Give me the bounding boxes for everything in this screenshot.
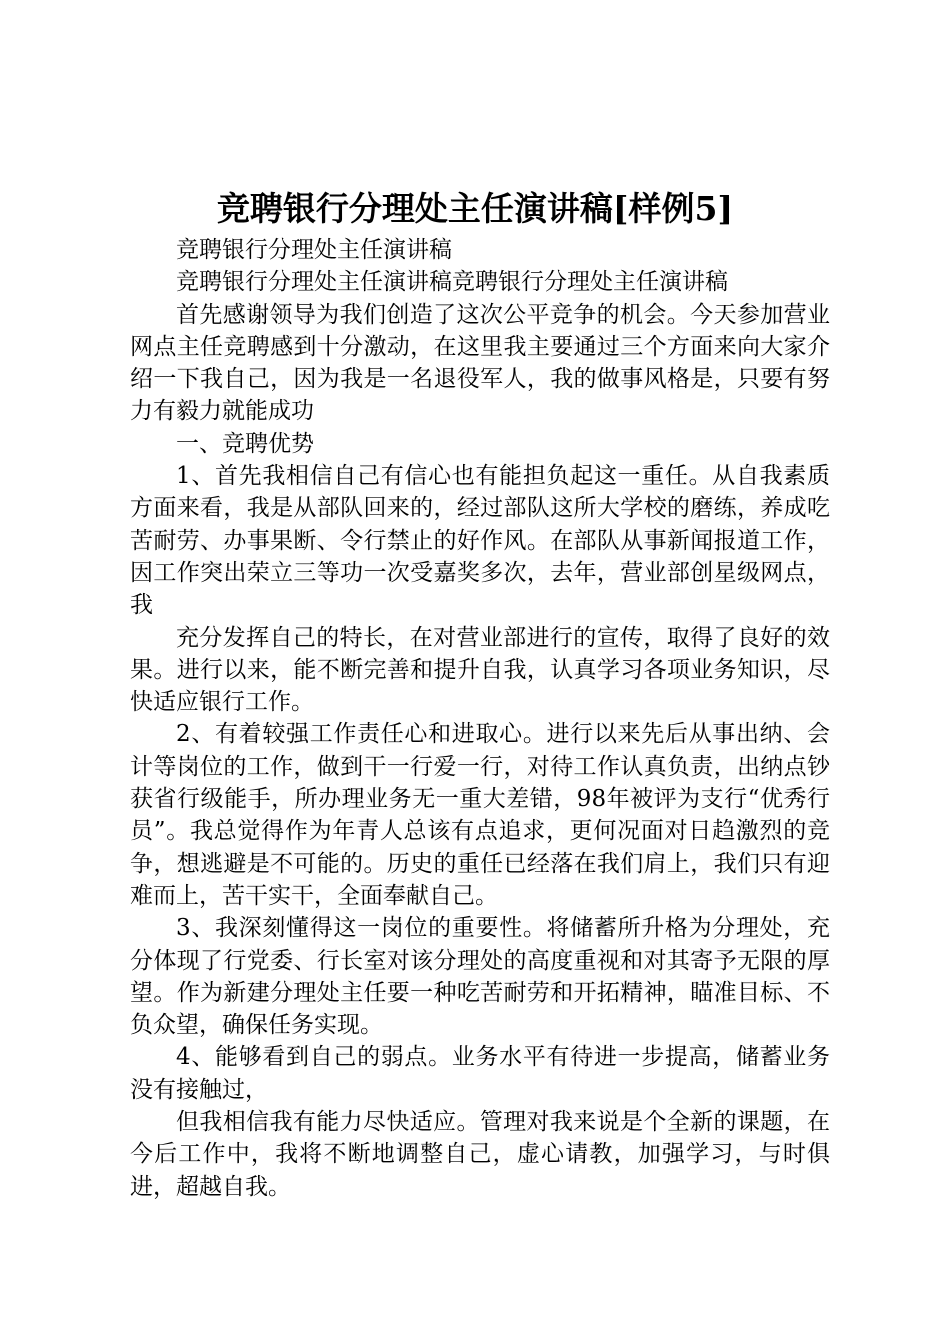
document-title: 竞聘银行分理处主任演讲稿[样例5] [216,189,734,228]
paragraph-intro: 首先感谢领导为我们创造了这次公平竞争的机会。今天参加营业网点主任竞聘感到十分激动，在这里我主要通过三个方面来向大家介绍一下我自己，因为我是一名退役军人，我的做事风格是，只要有努力有毅力就能成功 [130,301,830,425]
paragraph-point-1: 1、首先我相信自己有信心也有能担负起这一重任。从自我素质方面来看，我是从部队回来的，经过部队这所大学校的磨练，养成吃苦耐劳、办事果断、令行禁止的好作风。在部队从事新闻报道工作，因工作突出荣立三等功一次受嘉奖多次，去年，营业部创星级网点，我 [130,463,830,619]
paragraph-point-2: 2、有着较强工作责任心和进取心。进行以来先后从事出纳、会计等岗位的工作，做到干一行爱一行，对待工作认真负责，出纳点钞获省行级能手，所办理业务无一重大差错，98年被评为支行“优秀行员”。我总觉得作为年青人总该有点追求，更何况面对日趋激烈的竞争，想逃避是不可能的。历史的重任已经落在我们肩上，我们只有迎难而上，苦干实干，全面奉献自己。 [130,721,830,909]
paragraph-point-4-continued: 但我相信我有能力尽快适应。管理对我来说是个全新的课题，在今后工作中，我将不断地调整自己，虚心请教，加强学习，与时俱进，超越自我。 [130,1109,830,1200]
paragraph-point-3: 3、我深刻懂得这一岗位的重要性。将储蓄所升格为分理处，充分体现了行党委、行长室对该分理处的高度重视和对其寄予无限的厚望。作为新建分理处主任要一种吃苦耐劳和开拓精神，瞄准目标、不负众望，确保任务实现。 [130,915,830,1039]
document-body [130,234,830,1203]
paragraph-point-1-continued: 充分发挥自己的特长，在对营业部进行的宣传，取得了良好的效果。进行以来，能不断完善和提升自我，认真学习各项业务知识，尽快适应银行工作。 [130,624,830,716]
section-heading-advantages: 一、竞聘优势 [176,430,314,457]
paragraph-heading-repeat: 竞聘银行分理处主任演讲稿 [176,237,452,263]
paragraph-heading-double: 竞聘银行分理处主任演讲稿竞聘银行分理处主任演讲稿 [176,269,728,296]
paragraph-point-4: 4、能够看到自己的弱点。业务水平有待进一步提高，储蓄业务没有接触过， [130,1044,830,1103]
